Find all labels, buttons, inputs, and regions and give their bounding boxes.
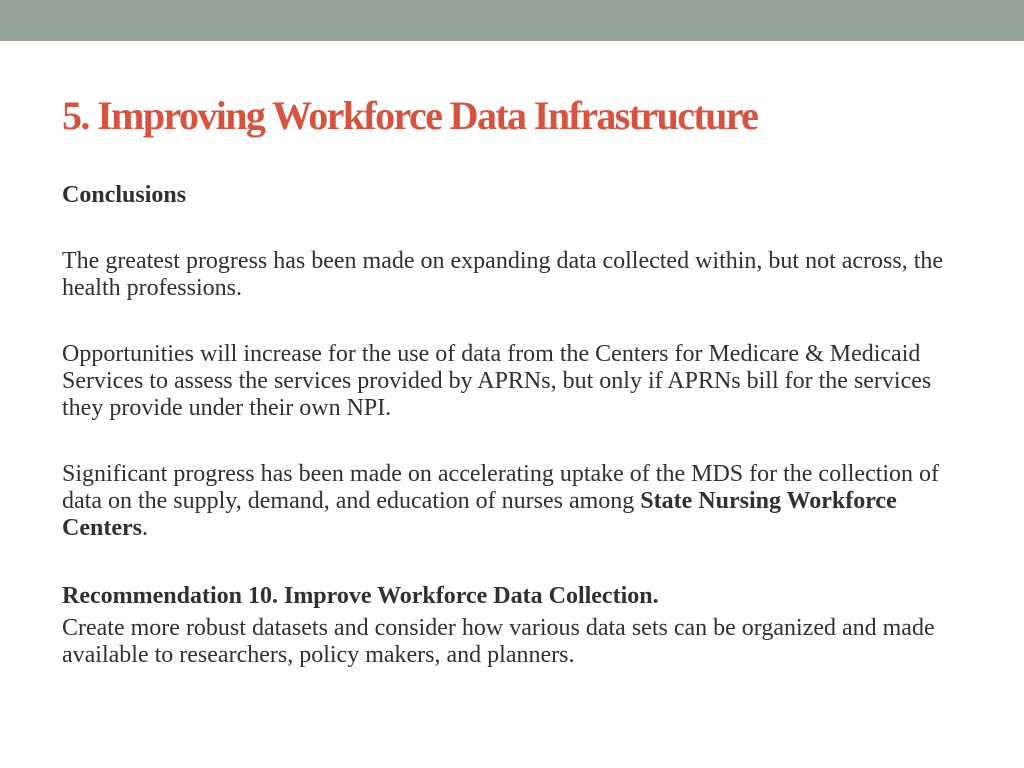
state-nursing-workforce-centers-emphasis: State Nursing Workforce Centers xyxy=(62,488,897,541)
conclusion-paragraph-2: Opportunities will increase for the use of data from the Centers for Medicare & Medicaid Services to assess the services provided by APRNs, but only if APRNs bill for the services they provide under their own NPI. xyxy=(62,341,932,421)
paragraph-3-period: . xyxy=(141,515,148,541)
recommendation-heading: Recommendation 10. Improve Workforce Data Collection. xyxy=(62,583,659,609)
paragraph-3-text: Significant progress has been made on accelerating uptake of the MDS for the collection of data on the supply, demand, and education of nurses among xyxy=(62,461,940,514)
top-accent-band xyxy=(0,0,1024,41)
conclusions-heading: Conclusions xyxy=(62,182,187,208)
conclusion-paragraph-1: The greatest progress has been made on expanding data collected within, but not across, the health professions. xyxy=(62,248,944,301)
slide-title: 5. Improving Workforce Data Infrastructure xyxy=(62,93,758,138)
slide-content xyxy=(62,180,972,669)
conclusion-paragraph-3 xyxy=(62,461,972,542)
recommendation-body: Create more robust datasets and consider how various data sets can be organized and made available to researchers, policy makers, and planners. xyxy=(62,615,935,668)
